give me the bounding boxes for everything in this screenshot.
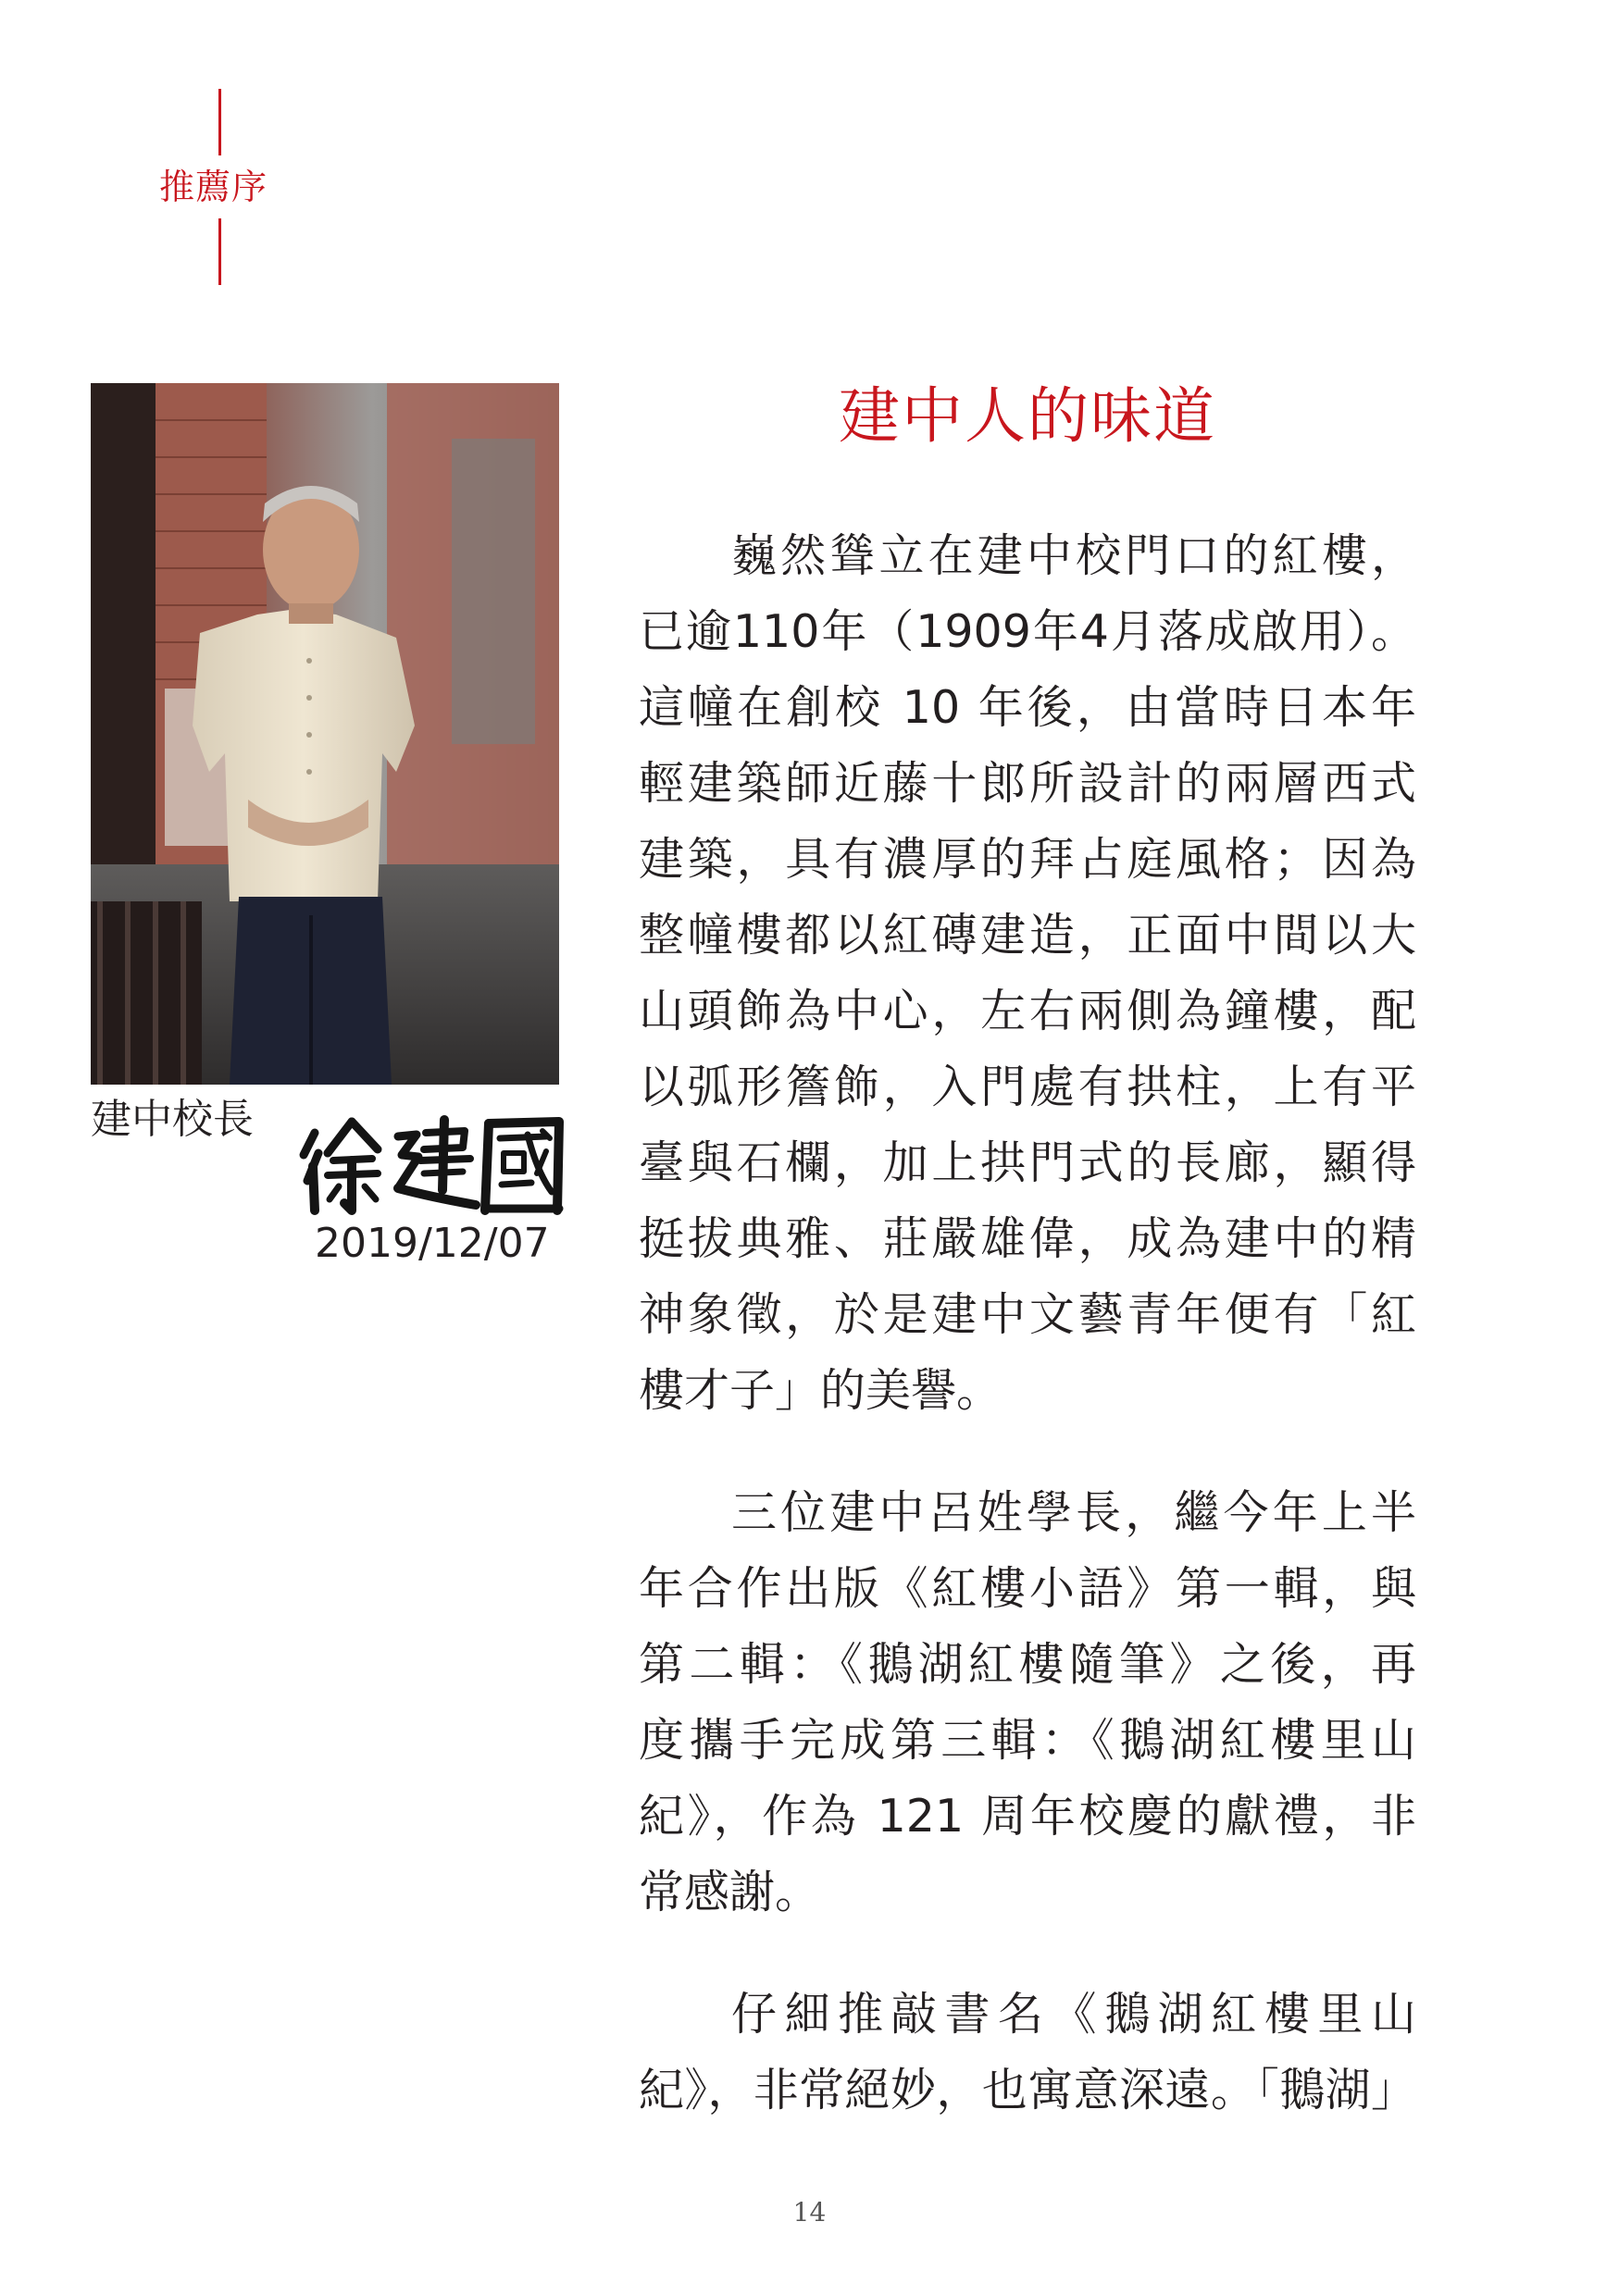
text-line: 第二輯：《鵝湖紅樓隨筆》之後，再 — [639, 1638, 1416, 1691]
principal-photo — [91, 383, 559, 1085]
text-line: 巍然聳立在建中校門口的紅樓， — [731, 529, 1416, 582]
text-line: 挺拔典雅、莊嚴雄偉，成為建中的精 — [639, 1212, 1416, 1265]
section-label: 推薦序 — [159, 167, 268, 207]
article-body — [639, 518, 1416, 2175]
page-number: 14 — [792, 2197, 827, 2228]
text-line: 這幢在創校 10 年後，由當時日本年 — [639, 681, 1416, 734]
author-signature — [294, 1107, 572, 1218]
section-rule-bottom — [218, 218, 221, 285]
paragraph-1 — [639, 518, 1416, 1429]
text-line: 整幢樓都以紅磚建造，正面中間以大 — [639, 909, 1416, 962]
text-line: 山頭飾為中心，左右兩側為鐘樓，配 — [639, 985, 1416, 1037]
text-line: 已逾110年（1909年4月落成啟用）。 — [639, 605, 1416, 658]
text-line: 仔細推敲書名《鵝湖紅樓里山 — [731, 1988, 1416, 2041]
article-title: 建中人的味道 — [839, 380, 1216, 452]
section-rule-top — [218, 89, 221, 155]
text-line: 樓才子」的美譽。 — [639, 1364, 1003, 1417]
paragraph-2 — [639, 1475, 1416, 1930]
text-line: 紀》，非常絕妙，也寓意深遠。「鵝湖」 — [639, 2064, 1416, 2116]
text-line: 度攜手完成第三輯：《鵝湖紅樓里山 — [639, 1714, 1416, 1767]
paragraph-3 — [639, 1977, 1416, 2128]
text-line: 以弧形簷飾，入門處有拱柱，上有平 — [639, 1061, 1416, 1113]
author-date: 2019/12/07 — [315, 1220, 550, 1267]
text-line: 神象徵，於是建中文藝青年便有「紅 — [639, 1288, 1416, 1341]
text-line: 建築，具有濃厚的拜占庭風格；因為 — [639, 833, 1416, 886]
text-line: 三位建中呂姓學長，繼今年上半 — [731, 1486, 1416, 1539]
text-line: 年合作出版《紅樓小語》第一輯，與 — [639, 1562, 1416, 1615]
text-line: 常感謝。 — [639, 1866, 821, 1918]
text-line: 輕建築師近藤十郎所設計的兩層西式 — [639, 757, 1416, 810]
text-line: 紀》，作為 121 周年校慶的獻禮，非 — [639, 1790, 1416, 1843]
author-role: 建中校長 — [91, 1096, 254, 1143]
text-line: 臺與石欄，加上拱門式的長廊，顯得 — [639, 1136, 1416, 1189]
